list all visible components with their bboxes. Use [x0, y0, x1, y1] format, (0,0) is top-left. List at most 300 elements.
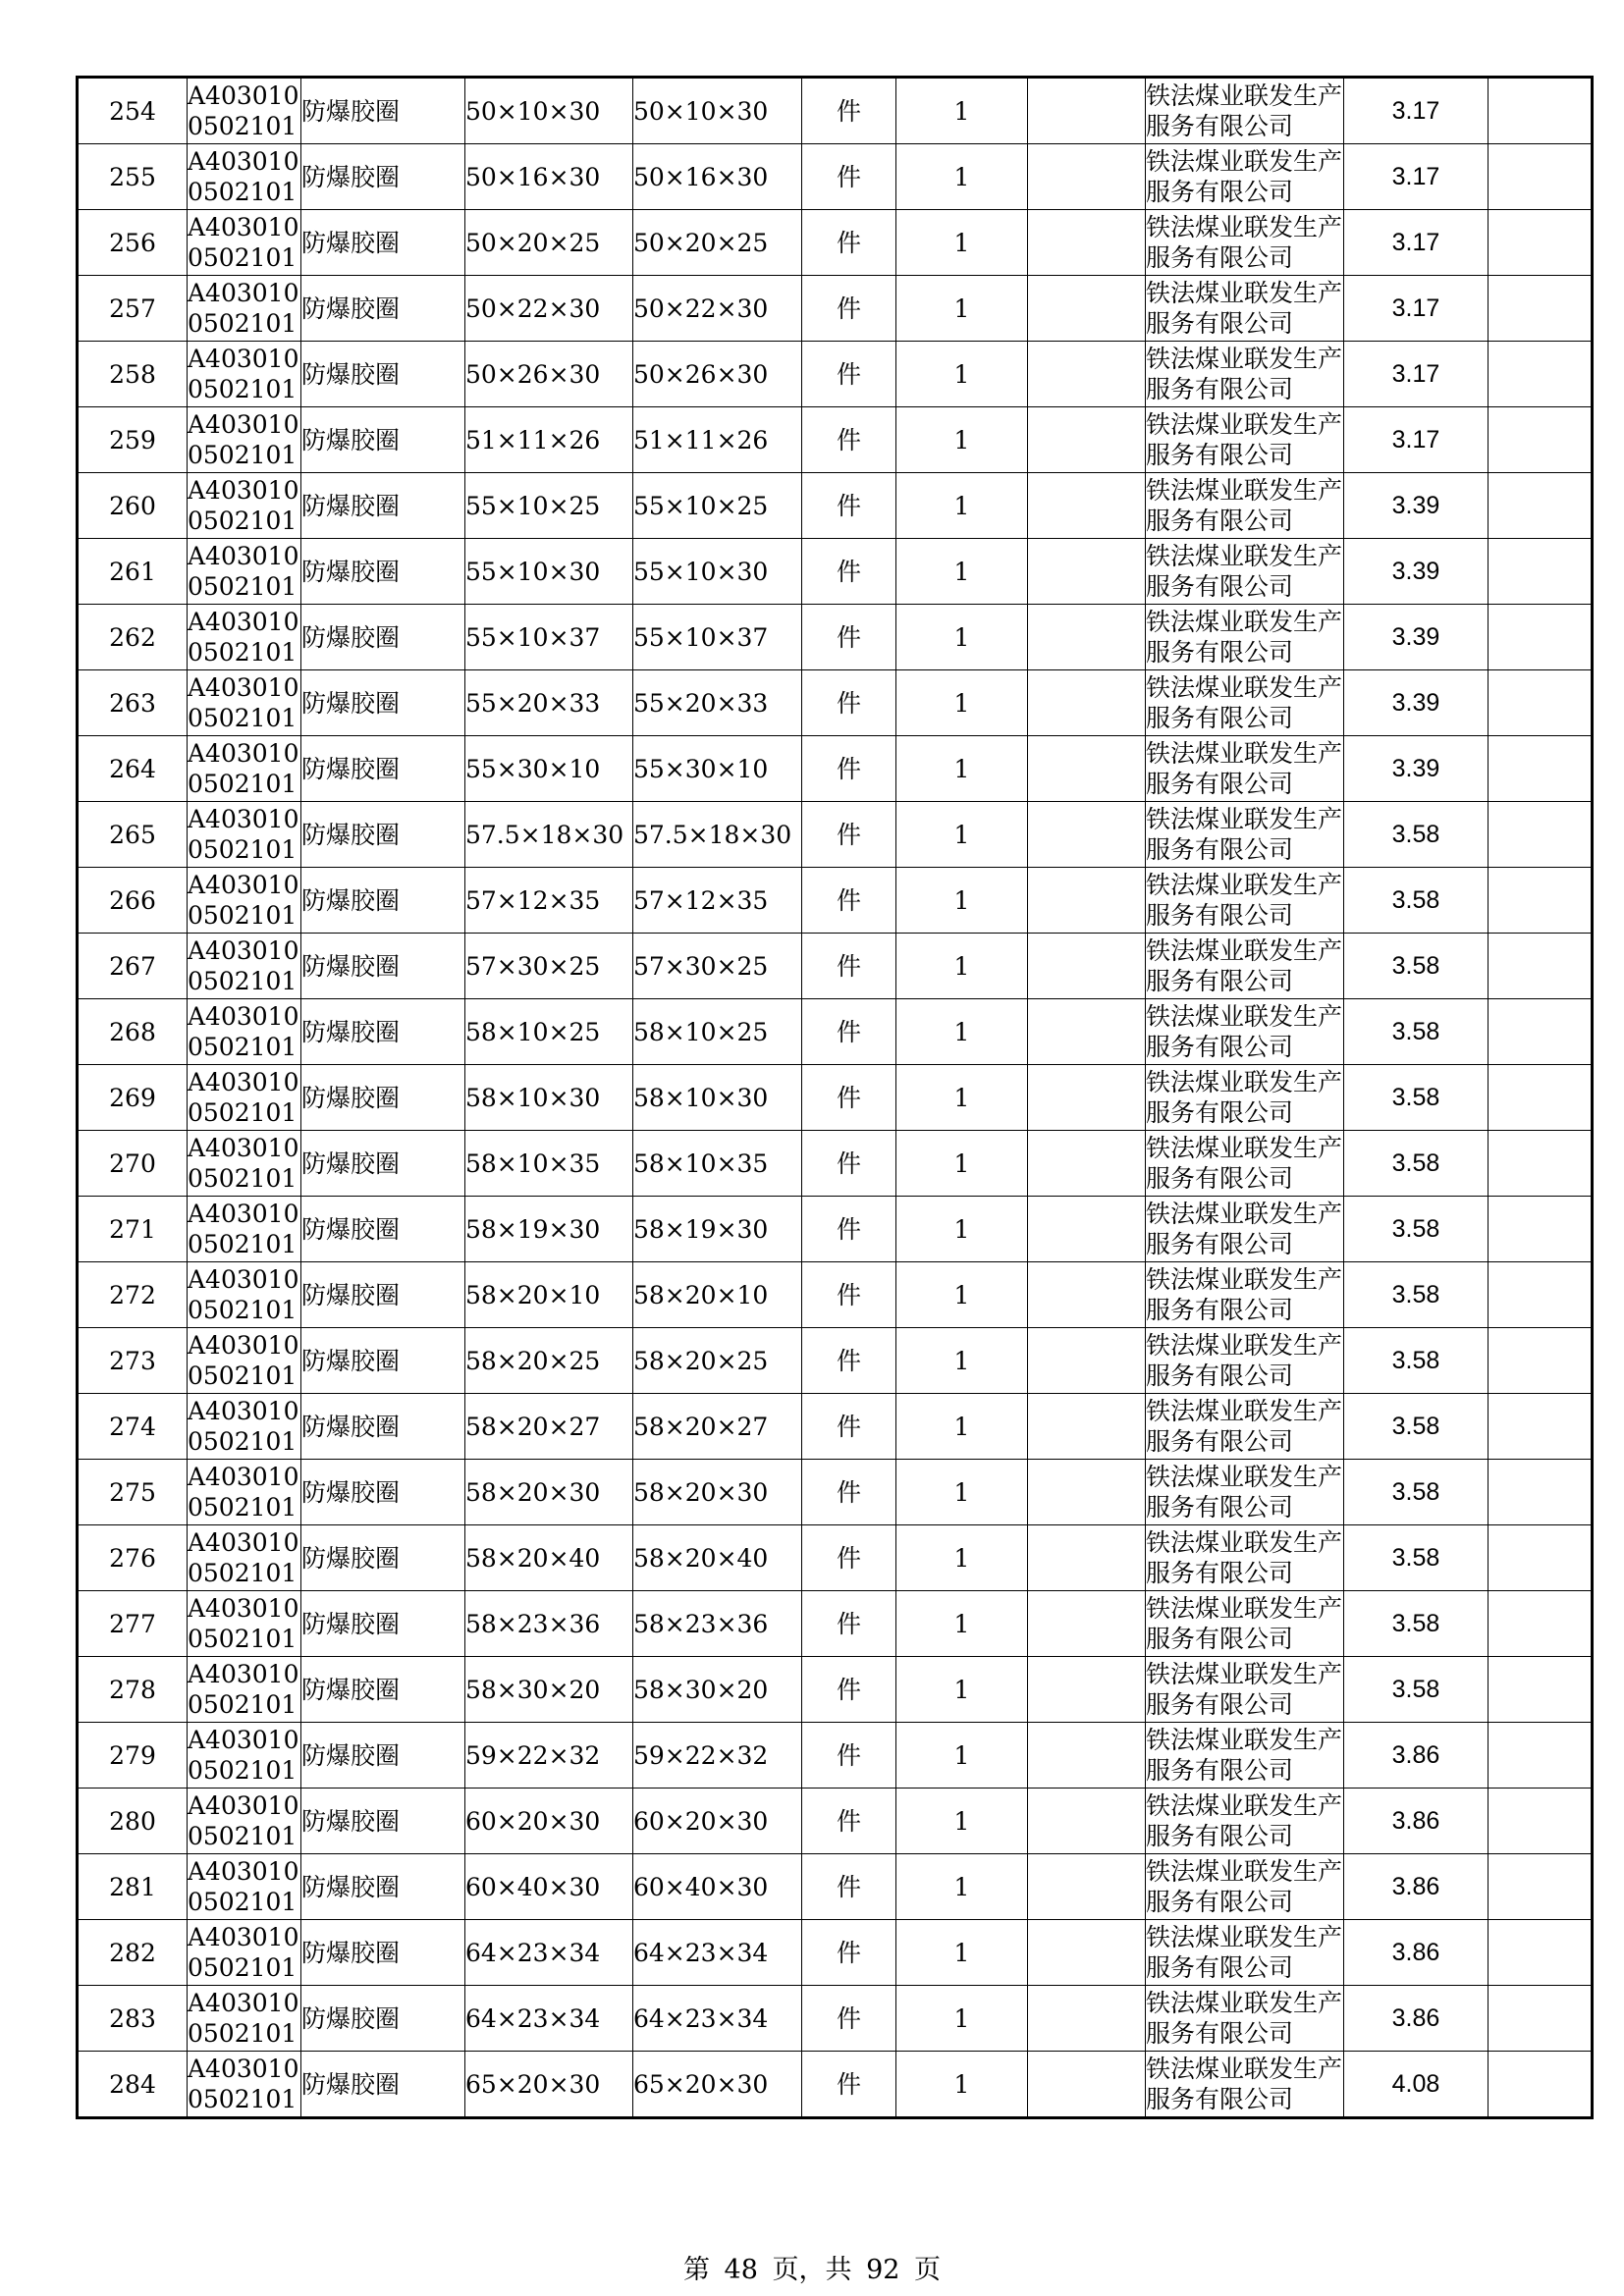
specification-cell: 60×20×30 — [465, 1789, 633, 1854]
supplier-cell: 铁法煤业联发生产服务有限公司 — [1146, 1131, 1344, 1197]
model-cell: 57.5×18×30 — [633, 802, 802, 868]
quantity-cell: 1 — [896, 1197, 1028, 1262]
row-number-cell: 260 — [78, 473, 188, 539]
material-name-cell: 防爆胶圈 — [301, 605, 465, 670]
supplier-cell: 铁法煤业联发生产服务有限公司 — [1146, 144, 1344, 210]
table-row — [78, 1065, 1593, 1131]
unit-price-cell: 3.86 — [1344, 1723, 1489, 1789]
table-row — [78, 1920, 1593, 1986]
remark-cell-cell — [1489, 210, 1593, 276]
material-code-cell: A4030100502101 — [188, 539, 301, 605]
unit-cell: 件 — [802, 210, 896, 276]
model-cell: 57×12×35 — [633, 868, 802, 934]
unit-cell: 件 — [802, 1460, 896, 1525]
row-number-cell: 278 — [78, 1657, 188, 1723]
remark-cell-cell — [1489, 1460, 1593, 1525]
unit-price-cell: 3.58 — [1344, 868, 1489, 934]
quantity-cell: 1 — [896, 1262, 1028, 1328]
unit-price-cell: 3.17 — [1344, 276, 1489, 342]
quantity-cell: 1 — [896, 1789, 1028, 1854]
row-number-cell: 254 — [78, 78, 188, 144]
row-number-cell: 256 — [78, 210, 188, 276]
material-code-cell: A4030100502101 — [188, 736, 301, 802]
row-number-cell: 255 — [78, 144, 188, 210]
material-name-cell: 防爆胶圈 — [301, 1789, 465, 1854]
quantity-cell: 1 — [896, 1920, 1028, 1986]
unit-price-cell: 3.58 — [1344, 1197, 1489, 1262]
model-cell: 55×20×33 — [633, 670, 802, 736]
quantity-cell: 1 — [896, 1394, 1028, 1460]
model-cell: 58×19×30 — [633, 1197, 802, 1262]
unit-price-cell: 3.86 — [1344, 1920, 1489, 1986]
specification-cell: 60×40×30 — [465, 1854, 633, 1920]
specification-cell: 50×20×25 — [465, 210, 633, 276]
quantity-cell: 1 — [896, 144, 1028, 210]
supplier-cell: 铁法煤业联发生产服务有限公司 — [1146, 1197, 1344, 1262]
blank-cell-cell — [1028, 2052, 1146, 2118]
row-number-cell: 281 — [78, 1854, 188, 1920]
supplier-cell: 铁法煤业联发生产服务有限公司 — [1146, 1065, 1344, 1131]
material-name-cell: 防爆胶圈 — [301, 802, 465, 868]
quantity-cell: 1 — [896, 2052, 1028, 2118]
unit-cell: 件 — [802, 1920, 896, 1986]
supplier-cell: 铁法煤业联发生产服务有限公司 — [1146, 802, 1344, 868]
table-row — [78, 1394, 1593, 1460]
remark-cell-cell — [1489, 605, 1593, 670]
unit-price-cell: 4.08 — [1344, 2052, 1489, 2118]
specification-cell: 50×16×30 — [465, 144, 633, 210]
unit-cell: 件 — [802, 736, 896, 802]
material-name-cell: 防爆胶圈 — [301, 1460, 465, 1525]
supplier-cell: 铁法煤业联发生产服务有限公司 — [1146, 342, 1344, 407]
table-row — [78, 1591, 1593, 1657]
unit-cell: 件 — [802, 1854, 896, 1920]
blank-cell-cell — [1028, 144, 1146, 210]
unit-cell: 件 — [802, 1131, 896, 1197]
material-code-cell: A4030100502101 — [188, 1197, 301, 1262]
material-code-cell: A4030100502101 — [188, 1262, 301, 1328]
unit-cell: 件 — [802, 1986, 896, 2052]
material-code-cell: A4030100502101 — [188, 1591, 301, 1657]
model-cell: 65×20×30 — [633, 2052, 802, 2118]
unit-price-cell: 3.39 — [1344, 670, 1489, 736]
material-name-cell: 防爆胶圈 — [301, 934, 465, 999]
table-row — [78, 78, 1593, 144]
model-cell: 58×20×27 — [633, 1394, 802, 1460]
row-number-cell: 283 — [78, 1986, 188, 2052]
row-number-cell: 272 — [78, 1262, 188, 1328]
specification-cell: 55×20×33 — [465, 670, 633, 736]
material-name-cell: 防爆胶圈 — [301, 1394, 465, 1460]
remark-cell-cell — [1489, 1657, 1593, 1723]
row-number-cell: 258 — [78, 342, 188, 407]
supplier-cell: 铁法煤业联发生产服务有限公司 — [1146, 210, 1344, 276]
material-name-cell: 防爆胶圈 — [301, 1986, 465, 2052]
material-name-cell: 防爆胶圈 — [301, 473, 465, 539]
table-row — [78, 802, 1593, 868]
blank-cell-cell — [1028, 539, 1146, 605]
material-code-cell: A4030100502101 — [188, 605, 301, 670]
row-number-cell: 284 — [78, 2052, 188, 2118]
unit-price-cell: 3.58 — [1344, 934, 1489, 999]
blank-cell-cell — [1028, 934, 1146, 999]
remark-cell-cell — [1489, 934, 1593, 999]
blank-cell-cell — [1028, 342, 1146, 407]
material-code-cell: A4030100502101 — [188, 2052, 301, 2118]
specification-cell: 58×30×20 — [465, 1657, 633, 1723]
supplier-cell: 铁法煤业联发生产服务有限公司 — [1146, 605, 1344, 670]
remark-cell-cell — [1489, 539, 1593, 605]
quantity-cell: 1 — [896, 605, 1028, 670]
model-cell: 55×10×25 — [633, 473, 802, 539]
model-cell: 59×22×32 — [633, 1723, 802, 1789]
material-code-cell: A4030100502101 — [188, 1723, 301, 1789]
material-name-cell: 防爆胶圈 — [301, 342, 465, 407]
material-code-cell: A4030100502101 — [188, 1460, 301, 1525]
table-row — [78, 1723, 1593, 1789]
material-name-cell: 防爆胶圈 — [301, 276, 465, 342]
model-cell: 58×20×10 — [633, 1262, 802, 1328]
material-name-cell: 防爆胶圈 — [301, 1328, 465, 1394]
row-number-cell: 269 — [78, 1065, 188, 1131]
model-cell: 58×23×36 — [633, 1591, 802, 1657]
supplier-cell: 铁法煤业联发生产服务有限公司 — [1146, 1657, 1344, 1723]
blank-cell-cell — [1028, 1854, 1146, 1920]
table-row — [78, 605, 1593, 670]
quantity-cell: 1 — [896, 999, 1028, 1065]
quantity-cell: 1 — [896, 407, 1028, 473]
row-number-cell: 267 — [78, 934, 188, 999]
remark-cell-cell — [1489, 1262, 1593, 1328]
remark-cell-cell — [1489, 1197, 1593, 1262]
supplier-cell: 铁法煤业联发生产服务有限公司 — [1146, 1920, 1344, 1986]
unit-price-cell: 3.58 — [1344, 802, 1489, 868]
supplier-cell: 铁法煤业联发生产服务有限公司 — [1146, 276, 1344, 342]
specification-cell: 58×23×36 — [465, 1591, 633, 1657]
remark-cell-cell — [1489, 1789, 1593, 1854]
blank-cell-cell — [1028, 1460, 1146, 1525]
material-code-cell: A4030100502101 — [188, 210, 301, 276]
unit-price-cell: 3.58 — [1344, 1131, 1489, 1197]
unit-cell: 件 — [802, 1394, 896, 1460]
remark-cell-cell — [1489, 999, 1593, 1065]
unit-price-cell: 3.17 — [1344, 407, 1489, 473]
blank-cell-cell — [1028, 1262, 1146, 1328]
unit-cell: 件 — [802, 1657, 896, 1723]
specification-cell: 58×10×25 — [465, 999, 633, 1065]
specification-cell: 50×26×30 — [465, 342, 633, 407]
remark-cell-cell — [1489, 276, 1593, 342]
model-cell: 58×30×20 — [633, 1657, 802, 1723]
unit-price-cell: 3.86 — [1344, 1789, 1489, 1854]
unit-cell: 件 — [802, 78, 896, 144]
material-code-cell: A4030100502101 — [188, 1920, 301, 1986]
model-cell: 57×30×25 — [633, 934, 802, 999]
material-name-cell: 防爆胶圈 — [301, 144, 465, 210]
unit-cell: 件 — [802, 2052, 896, 2118]
blank-cell-cell — [1028, 1920, 1146, 1986]
material-code-cell: A4030100502101 — [188, 1131, 301, 1197]
unit-price-cell: 3.58 — [1344, 1262, 1489, 1328]
table-row — [78, 1986, 1593, 2052]
quantity-cell: 1 — [896, 802, 1028, 868]
material-code-cell: A4030100502101 — [188, 1328, 301, 1394]
remark-cell-cell — [1489, 144, 1593, 210]
blank-cell-cell — [1028, 1789, 1146, 1854]
model-cell: 60×20×30 — [633, 1789, 802, 1854]
supplier-cell: 铁法煤业联发生产服务有限公司 — [1146, 670, 1344, 736]
unit-cell: 件 — [802, 802, 896, 868]
remark-cell-cell — [1489, 1394, 1593, 1460]
quantity-cell: 1 — [896, 276, 1028, 342]
table-row — [78, 276, 1593, 342]
supplier-cell: 铁法煤业联发生产服务有限公司 — [1146, 1789, 1344, 1854]
row-number-cell: 271 — [78, 1197, 188, 1262]
unit-cell: 件 — [802, 1197, 896, 1262]
unit-cell: 件 — [802, 1723, 896, 1789]
supplier-cell: 铁法煤业联发生产服务有限公司 — [1146, 78, 1344, 144]
model-cell: 58×10×35 — [633, 1131, 802, 1197]
blank-cell-cell — [1028, 1591, 1146, 1657]
unit-price-cell: 3.17 — [1344, 78, 1489, 144]
material-code-cell: A4030100502101 — [188, 670, 301, 736]
table-row — [78, 1262, 1593, 1328]
material-code-cell: A4030100502101 — [188, 1657, 301, 1723]
table-row — [78, 1197, 1593, 1262]
model-cell: 55×30×10 — [633, 736, 802, 802]
blank-cell-cell — [1028, 1131, 1146, 1197]
quantity-cell: 1 — [896, 1591, 1028, 1657]
row-number-cell: 261 — [78, 539, 188, 605]
price-table — [76, 76, 1594, 2119]
material-code-cell: A4030100502101 — [188, 407, 301, 473]
table-row — [78, 1460, 1593, 1525]
material-code-cell: A4030100502101 — [188, 1065, 301, 1131]
quantity-cell: 1 — [896, 78, 1028, 144]
blank-cell-cell — [1028, 802, 1146, 868]
supplier-cell: 铁法煤业联发生产服务有限公司 — [1146, 1591, 1344, 1657]
supplier-cell: 铁法煤业联发生产服务有限公司 — [1146, 934, 1344, 999]
material-code-cell: A4030100502101 — [188, 342, 301, 407]
unit-cell: 件 — [802, 342, 896, 407]
supplier-cell: 铁法煤业联发生产服务有限公司 — [1146, 868, 1344, 934]
specification-cell: 57×12×35 — [465, 868, 633, 934]
remark-cell-cell — [1489, 407, 1593, 473]
blank-cell-cell — [1028, 1328, 1146, 1394]
table-body — [78, 78, 1593, 2118]
unit-price-cell: 3.58 — [1344, 999, 1489, 1065]
remark-cell-cell — [1489, 342, 1593, 407]
blank-cell-cell — [1028, 78, 1146, 144]
specification-cell: 50×10×30 — [465, 78, 633, 144]
specification-cell: 58×19×30 — [465, 1197, 633, 1262]
material-code-cell: A4030100502101 — [188, 1789, 301, 1854]
unit-cell: 件 — [802, 605, 896, 670]
unit-cell: 件 — [802, 1591, 896, 1657]
material-code-cell: A4030100502101 — [188, 1854, 301, 1920]
quantity-cell: 1 — [896, 1328, 1028, 1394]
supplier-cell: 铁法煤业联发生产服务有限公司 — [1146, 1525, 1344, 1591]
material-name-cell: 防爆胶圈 — [301, 736, 465, 802]
row-number-cell: 259 — [78, 407, 188, 473]
specification-cell: 58×20×30 — [465, 1460, 633, 1525]
specification-cell: 58×20×40 — [465, 1525, 633, 1591]
unit-cell: 件 — [802, 276, 896, 342]
unit-price-cell: 3.39 — [1344, 736, 1489, 802]
material-name-cell: 防爆胶圈 — [301, 539, 465, 605]
row-number-cell: 264 — [78, 736, 188, 802]
quantity-cell: 1 — [896, 1460, 1028, 1525]
row-number-cell: 266 — [78, 868, 188, 934]
table-row — [78, 736, 1593, 802]
supplier-cell: 铁法煤业联发生产服务有限公司 — [1146, 1723, 1344, 1789]
quantity-cell: 1 — [896, 934, 1028, 999]
table-row — [78, 539, 1593, 605]
specification-cell: 65×20×30 — [465, 2052, 633, 2118]
material-code-cell: A4030100502101 — [188, 1394, 301, 1460]
unit-cell: 件 — [802, 934, 896, 999]
blank-cell-cell — [1028, 1197, 1146, 1262]
material-name-cell: 防爆胶圈 — [301, 1657, 465, 1723]
unit-price-cell: 3.86 — [1344, 1854, 1489, 1920]
row-number-cell: 279 — [78, 1723, 188, 1789]
supplier-cell: 铁法煤业联发生产服务有限公司 — [1146, 1460, 1344, 1525]
row-number-cell: 274 — [78, 1394, 188, 1460]
table-row — [78, 1789, 1593, 1854]
specification-cell: 57×30×25 — [465, 934, 633, 999]
quantity-cell: 1 — [896, 342, 1028, 407]
material-name-cell: 防爆胶圈 — [301, 1525, 465, 1591]
model-cell: 50×22×30 — [633, 276, 802, 342]
table-row — [78, 407, 1593, 473]
material-name-cell: 防爆胶圈 — [301, 1065, 465, 1131]
supplier-cell: 铁法煤业联发生产服务有限公司 — [1146, 2052, 1344, 2118]
unit-price-cell: 3.58 — [1344, 1591, 1489, 1657]
material-name-cell: 防爆胶圈 — [301, 1854, 465, 1920]
supplier-cell: 铁法煤业联发生产服务有限公司 — [1146, 473, 1344, 539]
table-row — [78, 473, 1593, 539]
material-name-cell: 防爆胶圈 — [301, 1591, 465, 1657]
remark-cell-cell — [1489, 868, 1593, 934]
unit-cell: 件 — [802, 670, 896, 736]
blank-cell-cell — [1028, 1065, 1146, 1131]
blank-cell-cell — [1028, 868, 1146, 934]
remark-cell-cell — [1489, 1131, 1593, 1197]
unit-price-cell: 3.39 — [1344, 539, 1489, 605]
quantity-cell: 1 — [896, 539, 1028, 605]
supplier-cell: 铁法煤业联发生产服务有限公司 — [1146, 736, 1344, 802]
material-code-cell: A4030100502101 — [188, 78, 301, 144]
model-cell: 50×26×30 — [633, 342, 802, 407]
table-row — [78, 670, 1593, 736]
specification-cell: 64×23×34 — [465, 1986, 633, 2052]
blank-cell-cell — [1028, 473, 1146, 539]
specification-cell: 55×10×37 — [465, 605, 633, 670]
material-code-cell: A4030100502101 — [188, 934, 301, 999]
material-code-cell: A4030100502101 — [188, 802, 301, 868]
model-cell: 58×10×30 — [633, 1065, 802, 1131]
material-name-cell: 防爆胶圈 — [301, 210, 465, 276]
material-code-cell: A4030100502101 — [188, 868, 301, 934]
quantity-cell: 1 — [896, 670, 1028, 736]
table-row — [78, 2052, 1593, 2118]
row-number-cell: 270 — [78, 1131, 188, 1197]
material-code-cell: A4030100502101 — [188, 1525, 301, 1591]
material-code-cell: A4030100502101 — [188, 144, 301, 210]
specification-cell: 55×30×10 — [465, 736, 633, 802]
material-name-cell: 防爆胶圈 — [301, 1920, 465, 1986]
unit-cell: 件 — [802, 1262, 896, 1328]
remark-cell-cell — [1489, 1328, 1593, 1394]
supplier-cell: 铁法煤业联发生产服务有限公司 — [1146, 999, 1344, 1065]
table-row — [78, 210, 1593, 276]
material-name-cell: 防爆胶圈 — [301, 1131, 465, 1197]
quantity-cell: 1 — [896, 1065, 1028, 1131]
quantity-cell: 1 — [896, 473, 1028, 539]
remark-cell-cell — [1489, 1723, 1593, 1789]
material-code-cell: A4030100502101 — [188, 473, 301, 539]
model-cell: 51×11×26 — [633, 407, 802, 473]
model-cell: 50×10×30 — [633, 78, 802, 144]
model-cell: 55×10×30 — [633, 539, 802, 605]
material-name-cell: 防爆胶圈 — [301, 2052, 465, 2118]
model-cell: 58×20×30 — [633, 1460, 802, 1525]
table-row — [78, 1657, 1593, 1723]
blank-cell-cell — [1028, 736, 1146, 802]
model-cell: 58×20×40 — [633, 1525, 802, 1591]
blank-cell-cell — [1028, 1657, 1146, 1723]
specification-cell: 58×20×10 — [465, 1262, 633, 1328]
blank-cell-cell — [1028, 1986, 1146, 2052]
supplier-cell: 铁法煤业联发生产服务有限公司 — [1146, 407, 1344, 473]
blank-cell-cell — [1028, 276, 1146, 342]
unit-price-cell: 3.17 — [1344, 144, 1489, 210]
unit-price-cell: 3.58 — [1344, 1460, 1489, 1525]
row-number-cell: 276 — [78, 1525, 188, 1591]
quantity-cell: 1 — [896, 1657, 1028, 1723]
row-number-cell: 265 — [78, 802, 188, 868]
unit-price-cell: 3.17 — [1344, 342, 1489, 407]
unit-cell: 件 — [802, 999, 896, 1065]
quantity-cell: 1 — [896, 868, 1028, 934]
blank-cell-cell — [1028, 1723, 1146, 1789]
material-code-cell: A4030100502101 — [188, 276, 301, 342]
model-cell: 50×20×25 — [633, 210, 802, 276]
specification-cell: 55×10×25 — [465, 473, 633, 539]
specification-cell: 58×10×35 — [465, 1131, 633, 1197]
unit-price-cell: 3.86 — [1344, 1986, 1489, 2052]
table-row — [78, 868, 1593, 934]
unit-price-cell: 3.58 — [1344, 1657, 1489, 1723]
row-number-cell: 275 — [78, 1460, 188, 1525]
material-code-cell: A4030100502101 — [188, 1986, 301, 2052]
specification-cell: 59×22×32 — [465, 1723, 633, 1789]
supplier-cell: 铁法煤业联发生产服务有限公司 — [1146, 1986, 1344, 2052]
remark-cell-cell — [1489, 1854, 1593, 1920]
remark-cell-cell — [1489, 802, 1593, 868]
specification-cell: 55×10×30 — [465, 539, 633, 605]
material-code-cell: A4030100502101 — [188, 999, 301, 1065]
unit-price-cell: 3.58 — [1344, 1394, 1489, 1460]
unit-cell: 件 — [802, 1525, 896, 1591]
table-row — [78, 1525, 1593, 1591]
material-name-cell: 防爆胶圈 — [301, 868, 465, 934]
material-name-cell: 防爆胶圈 — [301, 78, 465, 144]
table-row — [78, 144, 1593, 210]
remark-cell-cell — [1489, 1920, 1593, 1986]
remark-cell-cell — [1489, 1986, 1593, 2052]
quantity-cell: 1 — [896, 1723, 1028, 1789]
